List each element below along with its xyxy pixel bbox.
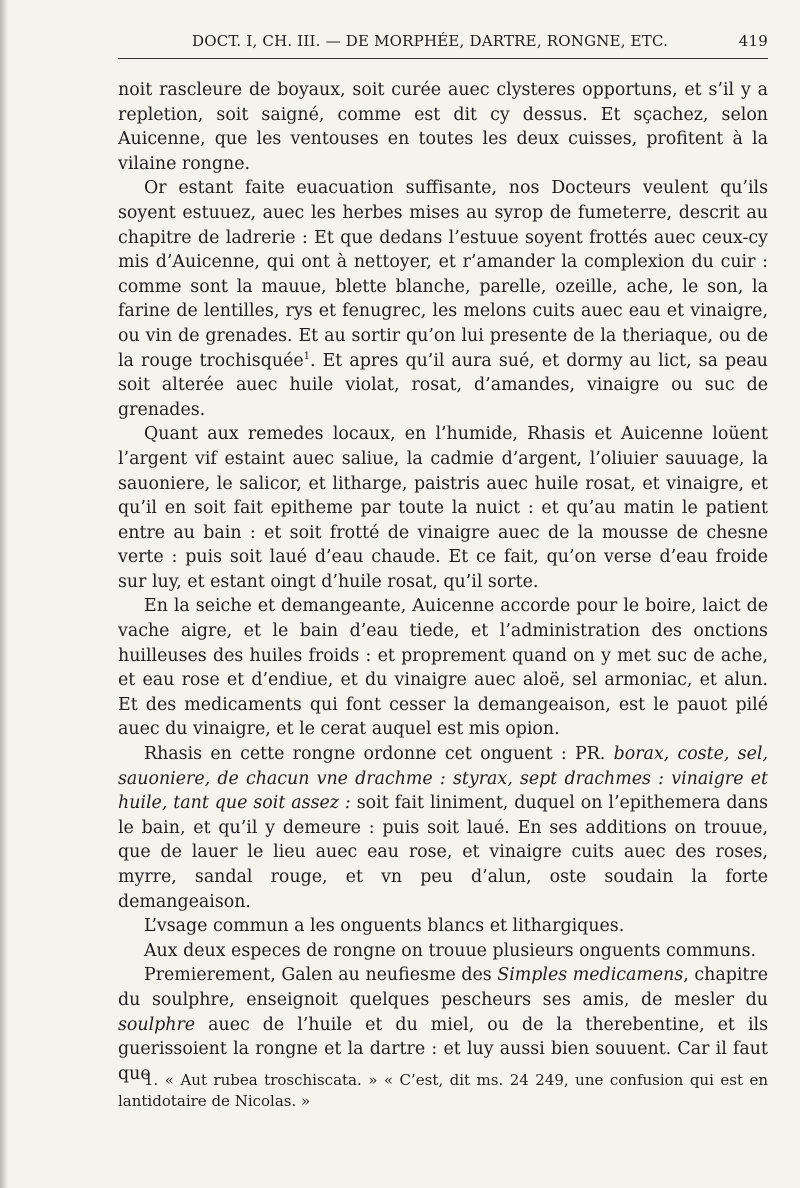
paragraph-6: L’vsage commun a les onguents blancs et lithargiques. xyxy=(144,916,625,937)
paragraph-1: noit rascleure de boyaux, soit curée auec clysteres opportuns, et s’il y a repletion, soit saigné, comme est dit cy dessus. Et sçachez, selon Auicenne, que les ventouses en toutes les deux cuisses, profitent à la vilaine rongne. xyxy=(118,80,768,174)
paragraph-8-text-c: auec de l’huile et du miel, ou de la therebentine, et ils guerissoient la rongne et la dartre : et luy aussi bien souuent. Car il faut que xyxy=(118,1014,768,1084)
paragraph-2-text-b: . Et apres qu’il aura sué, et dormy au lict, sa peau soit alterée auec huile violat, rosat, d’amandes, vinaigre ou suc de grenades. xyxy=(118,350,768,420)
header-rule xyxy=(118,58,768,59)
paragraph-8 xyxy=(118,963,768,1086)
paragraph-8-book-title: Simples medicamens xyxy=(497,965,684,986)
paragraph-8-italic-word: soulphre xyxy=(118,1014,196,1035)
paragraph-5-recipe: borax, coste, sel, sauoniere, de chacun vne drachme : styrax, sept drachmes : vinaigre et huile, tant que soit assez : xyxy=(118,744,768,814)
footnote xyxy=(118,1070,768,1112)
paragraph-5 xyxy=(118,742,768,914)
footnote-text: 1. « Aut rubea troschiscata. » « C’est, dit ms. 24 249, une confusion qui est en lantidotaire de Nicolas. » xyxy=(118,1071,768,1110)
page-header xyxy=(118,30,768,56)
footnote-reference: 1 xyxy=(303,350,310,362)
paragraph-5-text-a: Rhasis en cette rongne ordonne cet onguent : PR. xyxy=(144,744,614,765)
page-number: 419 xyxy=(738,32,768,50)
paragraph-2-text-a: Or estant faite euacuation suffisante, nos Docteurs veulent qu’ils soyent estuuez, auec les herbes mises au syrop de fumeterre, descrit au chapitre de ladrerie : Et que dedans l’estuue soyent frottés auec ceux-cy mis d’Auicenne, qui ont à nettoyer, et r’amander la complexion du cuir : comme sont la mauue, blette blanche, parelle, ozeille, ache, le son, la farine de lentilles, rys et fenugrec, les melons cuits auec eau et vinaigre, ou vin de grenades. Et au sortir qu’on lui presente de la theriaque, ou de la rouge trochisquée xyxy=(118,178,768,371)
paragraph-8-text-a: Premierement, Galen au neufiesme des xyxy=(144,965,498,986)
paragraph-4: En la seiche et demangeante, Auicenne accorde pour le boire, laict de vache aigre, et le bain d’eau tiede, et l’administration des onctions huilleuses des huiles froids : et proprement quand on y met suc de ache, et eau rose et d’endiue, et du vinaigre auec aloë, sel armoniac, et alun. Et des medicaments qui font cesser la demangeaison, est le pauot pilé auec du vinaigre, et le cerat auquel est mis opion. xyxy=(118,596,768,740)
running-head: DOCT. I, CH. III. — DE MORPHÉE, DARTRE, RONGNE, ETC. xyxy=(192,32,669,50)
page-edge-shadow xyxy=(0,0,8,1188)
paragraph-3: Quant aux remedes locaux, en l’humide, Rhasis et Auicenne loüent l’argent vif estaint auec saliue, la cadmie d’argent, l’oliuier sauuage, la sauoniere, le salicor, et litharge, paistris auec huile rosat, et vinaigre, et qu’il en soit fait epitheme par toute la nuict : et qu’au matin le patient entre au bain : et soit frotté de vinaigre auec de la mousse de chesne verte : puis soit laué d’eau chaude. Et ce fait, qu’on verse d’eau froide sur luy, et estant oingt d’huile rosat, qu’il sorte. xyxy=(118,424,768,592)
paragraph-8-text-b: , chapitre du soulphre, enseignoit quelques pescheurs ses amis, de mesler du xyxy=(118,965,769,1010)
body-text xyxy=(118,78,768,1086)
paragraph-2 xyxy=(118,176,768,422)
paragraph-5-text-b: soit fait liniment, duquel on l’epithemera dans le bain, et qu’il y demeure : puis soit laué. En ses additions on trouue, que de lauer le lieu auec eau rose, et vinaigre cuits auec des roses, myrre, sandal rouge, et vn peu d’alun, oste soudain la forte demangeaison. xyxy=(118,793,768,912)
paragraph-7: Aux deux especes de rongne on trouue plusieurs onguents communs. xyxy=(144,940,757,961)
